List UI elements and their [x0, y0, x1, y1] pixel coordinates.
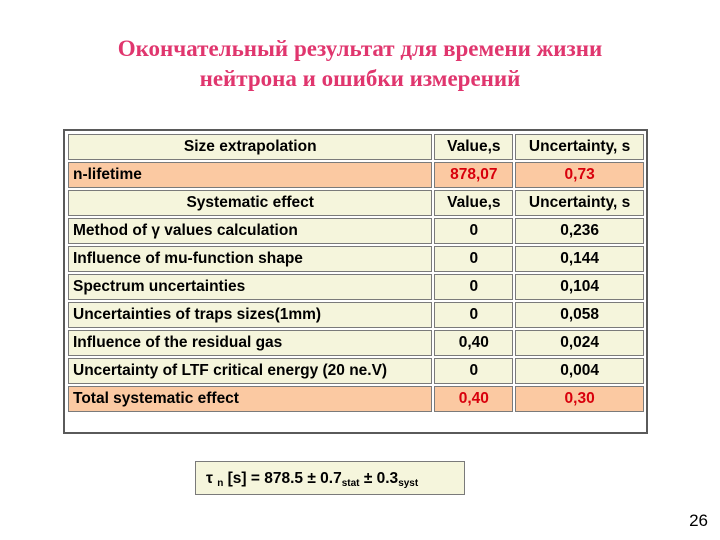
title-line-2: нейтрона и ошибки измерений	[199, 66, 521, 91]
row-label: Uncertainty of LTF critical energy (20 ne.V)	[68, 358, 432, 384]
row-uncertainty: 0,058	[515, 302, 644, 328]
lifetime-uncertainty: 0,73	[515, 162, 644, 188]
row-uncertainty: 0,024	[515, 330, 644, 356]
page-number: 26	[689, 511, 708, 530]
tau-symbol: τ	[206, 470, 213, 487]
table-header-row	[68, 190, 644, 216]
header-value: Value,s	[434, 190, 513, 216]
title-line-1: Окончательный результат для времени жизни	[117, 36, 603, 61]
row-label: Influence of mu-function shape	[68, 246, 432, 272]
row-value: 0	[434, 358, 513, 384]
row-label: Method of γ values calculation	[68, 218, 432, 244]
table-row	[68, 246, 644, 272]
row-uncertainty: 0,004	[515, 358, 644, 384]
row-value: 0	[434, 218, 513, 244]
row-value: 0	[434, 274, 513, 300]
header-uncertainty: Uncertainty, s	[515, 134, 644, 160]
lifetime-row	[68, 162, 644, 188]
total-label: Total systematic effect	[68, 386, 432, 412]
row-value: 0,40	[434, 330, 513, 356]
lifetime-label: n-lifetime	[68, 162, 432, 188]
table-row	[68, 358, 644, 384]
subscript-n: n	[217, 478, 224, 489]
formula-main: [s] = 878.5 ± 0.7	[223, 470, 342, 487]
total-row	[68, 386, 644, 412]
results-table-frame	[63, 129, 648, 434]
formula-syst-value: ± 0.3	[359, 470, 399, 487]
row-label: Spectrum uncertainties	[68, 274, 432, 300]
lifetime-value: 878,07	[434, 162, 513, 188]
total-value: 0,40	[434, 386, 513, 412]
table-row	[68, 302, 644, 328]
row-label: Uncertainties of traps sizes(1mm)	[68, 302, 432, 328]
header-systematic-effect: Systematic effect	[68, 190, 432, 216]
row-uncertainty: 0,236	[515, 218, 644, 244]
row-value: 0	[434, 302, 513, 328]
header-size-extrapolation: Size extrapolation	[68, 134, 432, 160]
row-uncertainty: 0,144	[515, 246, 644, 272]
total-uncertainty: 0,30	[515, 386, 644, 412]
subscript-stat: stat	[341, 478, 360, 489]
results-table	[66, 132, 646, 414]
slide-title	[0, 34, 720, 94]
subscript-syst: syst	[398, 478, 419, 489]
table-header-row	[68, 134, 644, 160]
table-row	[68, 330, 644, 356]
row-value: 0	[434, 246, 513, 272]
header-uncertainty: Uncertainty, s	[515, 190, 644, 216]
header-value: Value,s	[434, 134, 513, 160]
table-row	[68, 218, 644, 244]
table-row	[68, 274, 644, 300]
row-label: Influence of the residual gas	[68, 330, 432, 356]
result-formula	[195, 461, 465, 495]
row-uncertainty: 0,104	[515, 274, 644, 300]
